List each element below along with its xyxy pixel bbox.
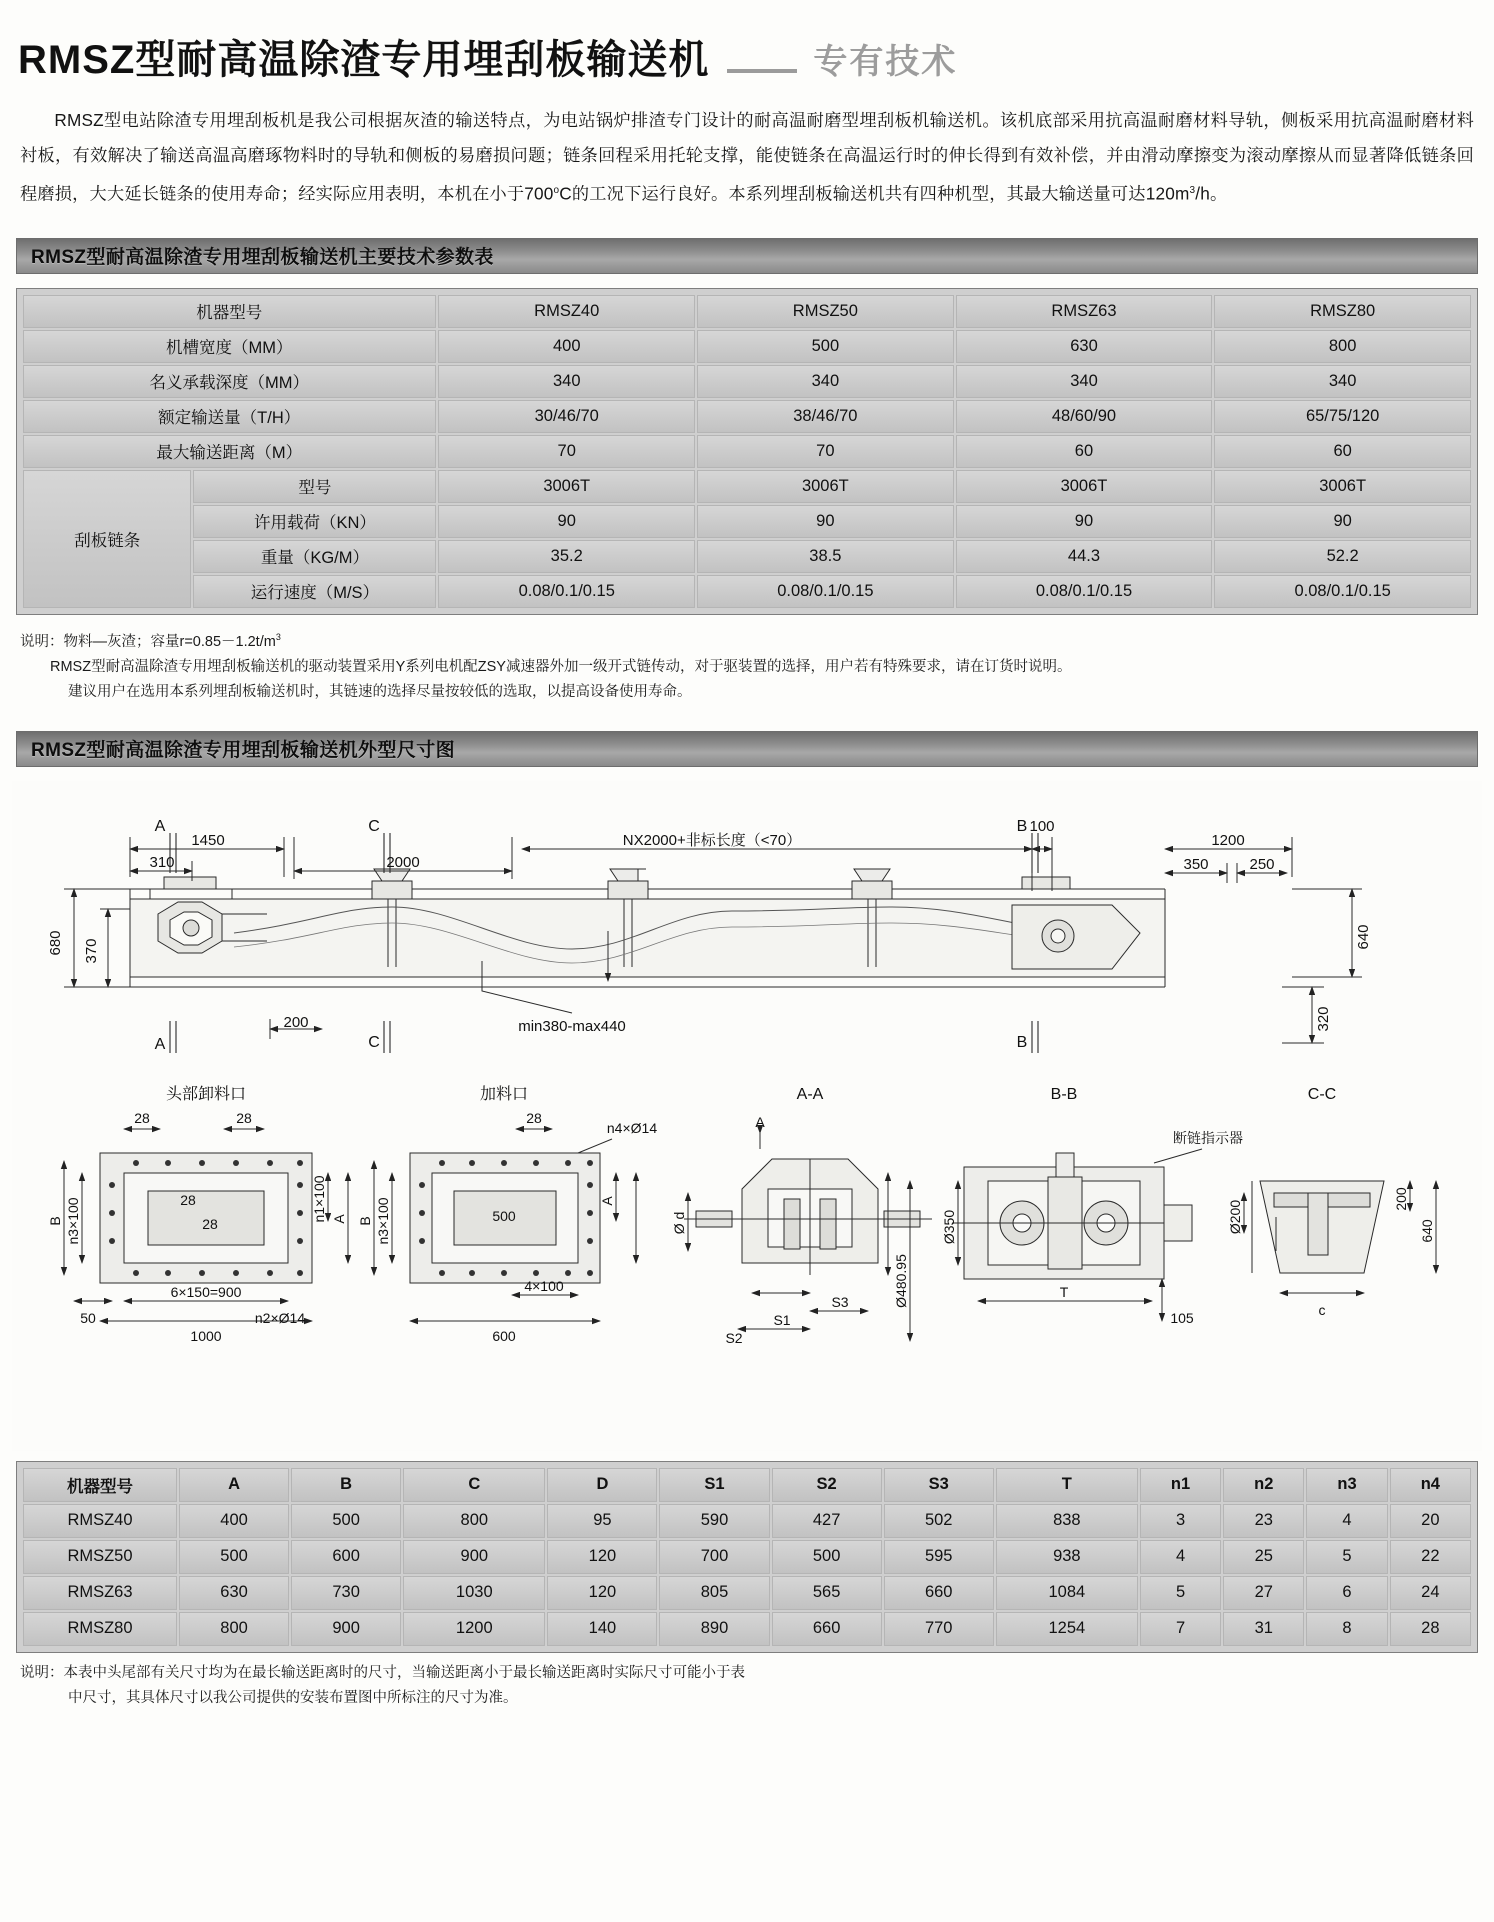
dim-header-n4: n4	[1390, 1468, 1471, 1502]
detail-s1: S1	[773, 1311, 791, 1328]
view-title-bb: B-B	[1050, 1085, 1078, 1103]
view-title-feed-inlet: 加料口	[479, 1085, 529, 1103]
detail-28-a: 28	[134, 1109, 150, 1126]
section-mark-c-top: C	[368, 817, 380, 835]
section-banner-spec-table	[16, 238, 1478, 274]
detail-s2: S2	[725, 1329, 743, 1346]
title-divider-dash	[727, 69, 797, 73]
drawing-svg	[12, 781, 1474, 1449]
intro-degree-sup: o	[553, 185, 560, 196]
dim-cell-r2-c2: 730	[291, 1576, 401, 1610]
view-title-cc: C-C	[1307, 1085, 1337, 1103]
dim-cell-r0-c1: 400	[179, 1504, 289, 1538]
spec-row-3-value-2: 60	[956, 435, 1213, 468]
dim-cell-r1-c9: 4	[1140, 1540, 1221, 1574]
dim-cell-r0-c12: 20	[1390, 1504, 1471, 1538]
dim-cell-r2-c10: 27	[1223, 1576, 1304, 1610]
detail-b-a: B	[47, 1215, 63, 1226]
detail-6x150: 6×150=900	[170, 1283, 242, 1300]
title-main-text: RMSZ型耐高温除渣专用埋刮板输送机	[18, 38, 710, 82]
spec-row-1-value-2: 340	[956, 365, 1213, 398]
dim-cell-r2-c3: 1030	[403, 1576, 545, 1610]
detail-c: c	[1318, 1301, 1326, 1318]
spec-row-0-value-1: 500	[697, 330, 954, 363]
spec-row	[23, 435, 1471, 468]
spec-group-1-value-1: 90	[697, 505, 954, 538]
dim-header-B: B	[291, 1468, 401, 1502]
table-row	[23, 1504, 1471, 1538]
dim-cell-r3-c7: 770	[884, 1612, 994, 1646]
dim-header-D: D	[547, 1468, 657, 1502]
table-row	[23, 1540, 1471, 1574]
dim-cell-r0-c3: 800	[403, 1504, 545, 1538]
spec-model-label: 机器型号	[23, 295, 436, 328]
spec-row-1-value-0: 340	[438, 365, 695, 398]
detail-n2x14: n2×Ø14	[254, 1309, 306, 1326]
dim-640: 640	[1355, 924, 1372, 950]
dim-cell-r3-c2: 900	[291, 1612, 401, 1646]
dim-header-T: T	[996, 1468, 1138, 1502]
spec-group-row-label-1: 许用载荷（KN）	[193, 505, 436, 538]
spec-group-row-label-3: 运行速度（M/S）	[193, 575, 436, 608]
detail-105: 105	[1170, 1309, 1194, 1326]
dim-header-n3: n3	[1306, 1468, 1387, 1502]
spec-row-label-3: 最大输送距离（M）	[23, 435, 436, 468]
spec-row-label-2: 额定输送量（T/H）	[23, 400, 436, 433]
spec-group-0-value-1: 3006T	[697, 470, 954, 503]
spec-group-label: 刮板链条	[23, 470, 191, 608]
intro-paragraph	[20, 103, 1474, 212]
dim-cell-r3-c8: 1254	[996, 1612, 1138, 1646]
spec-group-2-value-2: 44.3	[956, 540, 1213, 573]
dim-cell-r1-c2: 600	[291, 1540, 401, 1574]
spec-group-2-value-3: 52.2	[1214, 540, 1471, 573]
dim-cell-r1-c10: 25	[1223, 1540, 1304, 1574]
detail-od: Ø d	[671, 1211, 687, 1234]
dim-310: 310	[149, 853, 175, 871]
section-mark-c-bottom: C	[368, 1033, 380, 1051]
detail-n4x14: n4×Ø14	[606, 1119, 658, 1136]
dim-cell-r3-c3: 1200	[403, 1612, 545, 1646]
spec-group-row	[23, 575, 1471, 608]
spec-row-label-1: 名义承载深度（MM）	[23, 365, 436, 398]
detail-600: 600	[492, 1327, 516, 1344]
intro-cubic-sup: 3	[1189, 185, 1196, 196]
spec-group-row	[23, 470, 1471, 503]
section-banner-dimension-drawing	[16, 731, 1478, 767]
spec-table	[21, 293, 1473, 610]
dim-350: 350	[1183, 855, 1209, 873]
dim-cell-r0-c4: 95	[547, 1504, 657, 1538]
dim-header-C: C	[403, 1468, 545, 1502]
spec-row-label-0: 机槽宽度（MM）	[23, 330, 436, 363]
detail-4x100: 4×100	[524, 1277, 564, 1294]
intro-text-part3: /h。	[1195, 183, 1228, 204]
detail-28-c: 28	[180, 1191, 196, 1208]
spec-row-2-value-3: 65/75/120	[1214, 400, 1471, 433]
spec-model-RMSZ40: RMSZ40	[438, 295, 695, 328]
note-line-2: RMSZ型耐高温除渣专用埋刮板输送机的驱动装置采用Y系列电机配ZSY减速器外加一级开式链传动，对于驱装置的选择，用户若有特殊要求，请在订货时说明。	[50, 658, 1072, 675]
dim-370: 370	[83, 938, 100, 964]
spec-group-0-value-3: 3006T	[1214, 470, 1471, 503]
dim-cell-r1-c7: 595	[884, 1540, 994, 1574]
note-line-1-text: 说明：物料—灰渣；容量r=0.85－1.2t/m	[20, 633, 276, 650]
detail-a-b: A	[599, 1195, 615, 1206]
spec-row-2-value-2: 48/60/90	[956, 400, 1213, 433]
note-line-3: 建议用户在选用本系列埋刮板输送机时，其链速的选择尽量按较低的选取，以提高设备使用寿命。	[68, 683, 692, 700]
dim-100: 100	[1029, 817, 1055, 835]
spec-notes	[20, 625, 1474, 705]
note-cubic-sup: 3	[275, 631, 281, 642]
dim-cell-r0-c0: RMSZ40	[23, 1504, 177, 1538]
dim-cell-r0-c6: 427	[772, 1504, 882, 1538]
detail-50: 50	[80, 1309, 96, 1326]
detail-o480: Ø480.95	[893, 1253, 909, 1308]
dim-cell-r0-c7: 502	[884, 1504, 994, 1538]
view-title-head-discharge: 头部卸料口	[165, 1085, 247, 1103]
spec-group-row	[23, 505, 1471, 538]
dim-cell-r1-c3: 900	[403, 1540, 545, 1574]
dim-cell-r0-c2: 500	[291, 1504, 401, 1538]
spec-row	[23, 365, 1471, 398]
dim-cell-r2-c8: 1084	[996, 1576, 1138, 1610]
spec-row-1-value-3: 340	[1214, 365, 1471, 398]
detail-28-d: 28	[202, 1215, 218, 1232]
detail-t: T	[1059, 1283, 1069, 1300]
dim-cell-r1-c11: 5	[1306, 1540, 1387, 1574]
dim-header-S1: S1	[659, 1468, 769, 1502]
spec-row-3-value-1: 70	[697, 435, 954, 468]
detail-500: 500	[492, 1207, 516, 1224]
dim-nx2000: NX2000+非标长度（<70）	[622, 831, 802, 849]
dim-header-S3: S3	[884, 1468, 994, 1502]
detail-a-a: A	[331, 1213, 347, 1224]
dim-cell-r3-c4: 140	[547, 1612, 657, 1646]
dim-1200: 1200	[1211, 831, 1245, 849]
dim-min-max: min380-max440	[518, 1017, 626, 1035]
spec-row-3-value-3: 60	[1214, 435, 1471, 468]
detail-200b: 200	[1393, 1186, 1409, 1211]
dim-cell-r2-c6: 565	[772, 1576, 882, 1610]
table-row	[23, 1612, 1471, 1646]
spec-group-3-value-3: 0.08/0.1/0.15	[1214, 575, 1471, 608]
spec-row-0-value-3: 800	[1214, 330, 1471, 363]
dimension-table-container	[16, 1461, 1478, 1653]
spec-group-3-value-1: 0.08/0.1/0.15	[697, 575, 954, 608]
dim-header-S2: S2	[772, 1468, 882, 1502]
note-line-1	[20, 625, 1474, 655]
dim-cell-r3-c5: 890	[659, 1612, 769, 1646]
detail-n3x100-b: n3×100	[375, 1197, 391, 1245]
spec-group-3-value-2: 0.08/0.1/0.15	[956, 575, 1213, 608]
dim-cell-r2-c9: 5	[1140, 1576, 1221, 1610]
dim-680: 680	[47, 930, 64, 956]
detail-n1x100: n1×100	[311, 1175, 327, 1223]
spec-row-3-value-0: 70	[438, 435, 695, 468]
dim-cell-r0-c9: 3	[1140, 1504, 1221, 1538]
dim-cell-r3-c9: 7	[1140, 1612, 1221, 1646]
dim-cell-r1-c4: 120	[547, 1540, 657, 1574]
dim-cell-r3-c10: 31	[1223, 1612, 1304, 1646]
dim-cell-r0-c5: 590	[659, 1504, 769, 1538]
detail-break-sensor: 断链指示器	[1173, 1129, 1243, 1146]
footnote-line-2: 中尺寸，其具体尺寸以我公司提供的安装布置图中所标注的尺寸为准。	[68, 1689, 518, 1706]
spec-model-RMSZ63: RMSZ63	[956, 295, 1213, 328]
spec-model-RMSZ50: RMSZ50	[697, 295, 954, 328]
spec-header-row	[23, 295, 1471, 328]
dim-cell-r3-c6: 660	[772, 1612, 882, 1646]
spec-group-1-value-0: 90	[438, 505, 695, 538]
dim-cell-r2-c12: 24	[1390, 1576, 1471, 1610]
detail-s3: S3	[831, 1293, 849, 1310]
spec-row-0-value-0: 400	[438, 330, 695, 363]
spec-group-row-label-0: 型号	[193, 470, 436, 503]
detail-o200: Ø200	[1227, 1199, 1243, 1234]
dim-cell-r0-c10: 23	[1223, 1504, 1304, 1538]
detail-28-b: 28	[236, 1109, 252, 1126]
dimension-table	[21, 1466, 1473, 1648]
spec-row-1-value-1: 340	[697, 365, 954, 398]
detail-1000: 1000	[190, 1327, 222, 1344]
detail-n3x100-a: n3×100	[65, 1197, 81, 1245]
dim-cell-r3-c11: 8	[1306, 1612, 1387, 1646]
spec-row-0-value-2: 630	[956, 330, 1213, 363]
dim-header-n2: n2	[1223, 1468, 1304, 1502]
section-mark-b-bottom: B	[1016, 1033, 1028, 1051]
spec-table-container	[16, 288, 1478, 615]
section-mark-a-bottom: A	[154, 1035, 166, 1053]
spec-group-0-value-2: 3006T	[956, 470, 1213, 503]
dim-cell-r1-c1: 500	[179, 1540, 289, 1574]
page-title	[0, 0, 1494, 85]
section-banner-dimension-label: RMSZ型耐高温除渣专用埋刮板输送机外型尺寸图	[31, 740, 456, 762]
dim-cell-r2-c0: RMSZ63	[23, 1576, 177, 1610]
dim-cell-r3-c12: 28	[1390, 1612, 1471, 1646]
dim-cell-r2-c1: 630	[179, 1576, 289, 1610]
view-title-aa: A-A	[796, 1085, 824, 1103]
dim-header-机器型号: 机器型号	[23, 1468, 177, 1502]
dim-cell-r0-c11: 4	[1306, 1504, 1387, 1538]
dim-cell-r1-c12: 22	[1390, 1540, 1471, 1574]
spec-group-1-value-2: 90	[956, 505, 1213, 538]
spec-group-2-value-0: 35.2	[438, 540, 695, 573]
section-mark-b-top: B	[1016, 817, 1028, 835]
table-row	[23, 1576, 1471, 1610]
dim-header-n1: n1	[1140, 1468, 1221, 1502]
spec-group-3-value-0: 0.08/0.1/0.15	[438, 575, 695, 608]
dim-cell-r2-c4: 120	[547, 1576, 657, 1610]
dim-cell-r1-c8: 938	[996, 1540, 1138, 1574]
dim-cell-r3-c0: RMSZ80	[23, 1612, 177, 1646]
intro-text-part1: RMSZ型电站除渣专用埋刮板机是我公司根据灰渣的输送特点，为电站锅炉排渣专门设计的耐高温耐磨型埋刮板机输送机。该机底部采用抗高温耐磨材料导轨，侧板采用抗高温耐磨材料衬板，有效解决了输送高温高磨琢物料时的导轨和侧板的易磨损问题；链条回程采用托轮支撑，能使链条在高温运行时的伸长得到有效补偿，并由滑动摩擦变为滚动摩擦从而显著降低链条回程磨损，大大延长链条的使用寿命；经实际应用表明，本机在小于700	[20, 110, 1474, 204]
intro-text-part2: C的工况下运行良好。本系列埋刮板输送机共有四种机型，其最大输送量可达120m	[559, 183, 1190, 204]
dimension-drawing	[12, 781, 1482, 1451]
detail-28-e: 28	[526, 1109, 542, 1126]
dimension-footnote	[20, 1661, 1474, 1711]
dim-320: 320	[1315, 1006, 1332, 1032]
spec-group-2-value-1: 38.5	[697, 540, 954, 573]
spec-group-row	[23, 540, 1471, 573]
dim-cell-r3-c1: 800	[179, 1612, 289, 1646]
spec-row-2-value-1: 38/46/70	[697, 400, 954, 433]
spec-model-RMSZ80: RMSZ80	[1214, 295, 1471, 328]
spec-group-row-label-2: 重量（KG/M）	[193, 540, 436, 573]
dim-cell-r1-c6: 500	[772, 1540, 882, 1574]
spec-group-1-value-3: 90	[1214, 505, 1471, 538]
detail-a-arrow: A	[755, 1113, 765, 1130]
dim-200: 200	[283, 1013, 309, 1031]
dim-header-A: A	[179, 1468, 289, 1502]
footnote-line-1: 说明：本表中头尾部有关尺寸均为在最长输送距离时的尺寸，当输送距离小于最长输送距离时实际尺寸可能小于表	[20, 1664, 745, 1681]
section-mark-a-top: A	[154, 817, 166, 835]
dim-cell-r2-c5: 805	[659, 1576, 769, 1610]
dim-1450: 1450	[191, 831, 225, 849]
dim-cell-r0-c8: 838	[996, 1504, 1138, 1538]
detail-b-b: B	[357, 1215, 373, 1226]
spec-row	[23, 330, 1471, 363]
spec-row	[23, 400, 1471, 433]
title-sub-text: 专有技术	[813, 43, 958, 81]
detail-640b: 640	[1419, 1218, 1435, 1243]
dim-250: 250	[1249, 855, 1275, 873]
detail-o350: Ø350	[941, 1209, 957, 1244]
dim-cell-r2-c7: 660	[884, 1576, 994, 1610]
dim-cell-r1-c5: 700	[659, 1540, 769, 1574]
section-banner-spec-label: RMSZ型耐高温除渣专用埋刮板输送机主要技术参数表	[31, 247, 494, 269]
spec-group-0-value-0: 3006T	[438, 470, 695, 503]
dim-cell-r2-c11: 6	[1306, 1576, 1387, 1610]
dim-cell-r1-c0: RMSZ50	[23, 1540, 177, 1574]
spec-row-2-value-0: 30/46/70	[438, 400, 695, 433]
dim-2000: 2000	[386, 853, 420, 871]
